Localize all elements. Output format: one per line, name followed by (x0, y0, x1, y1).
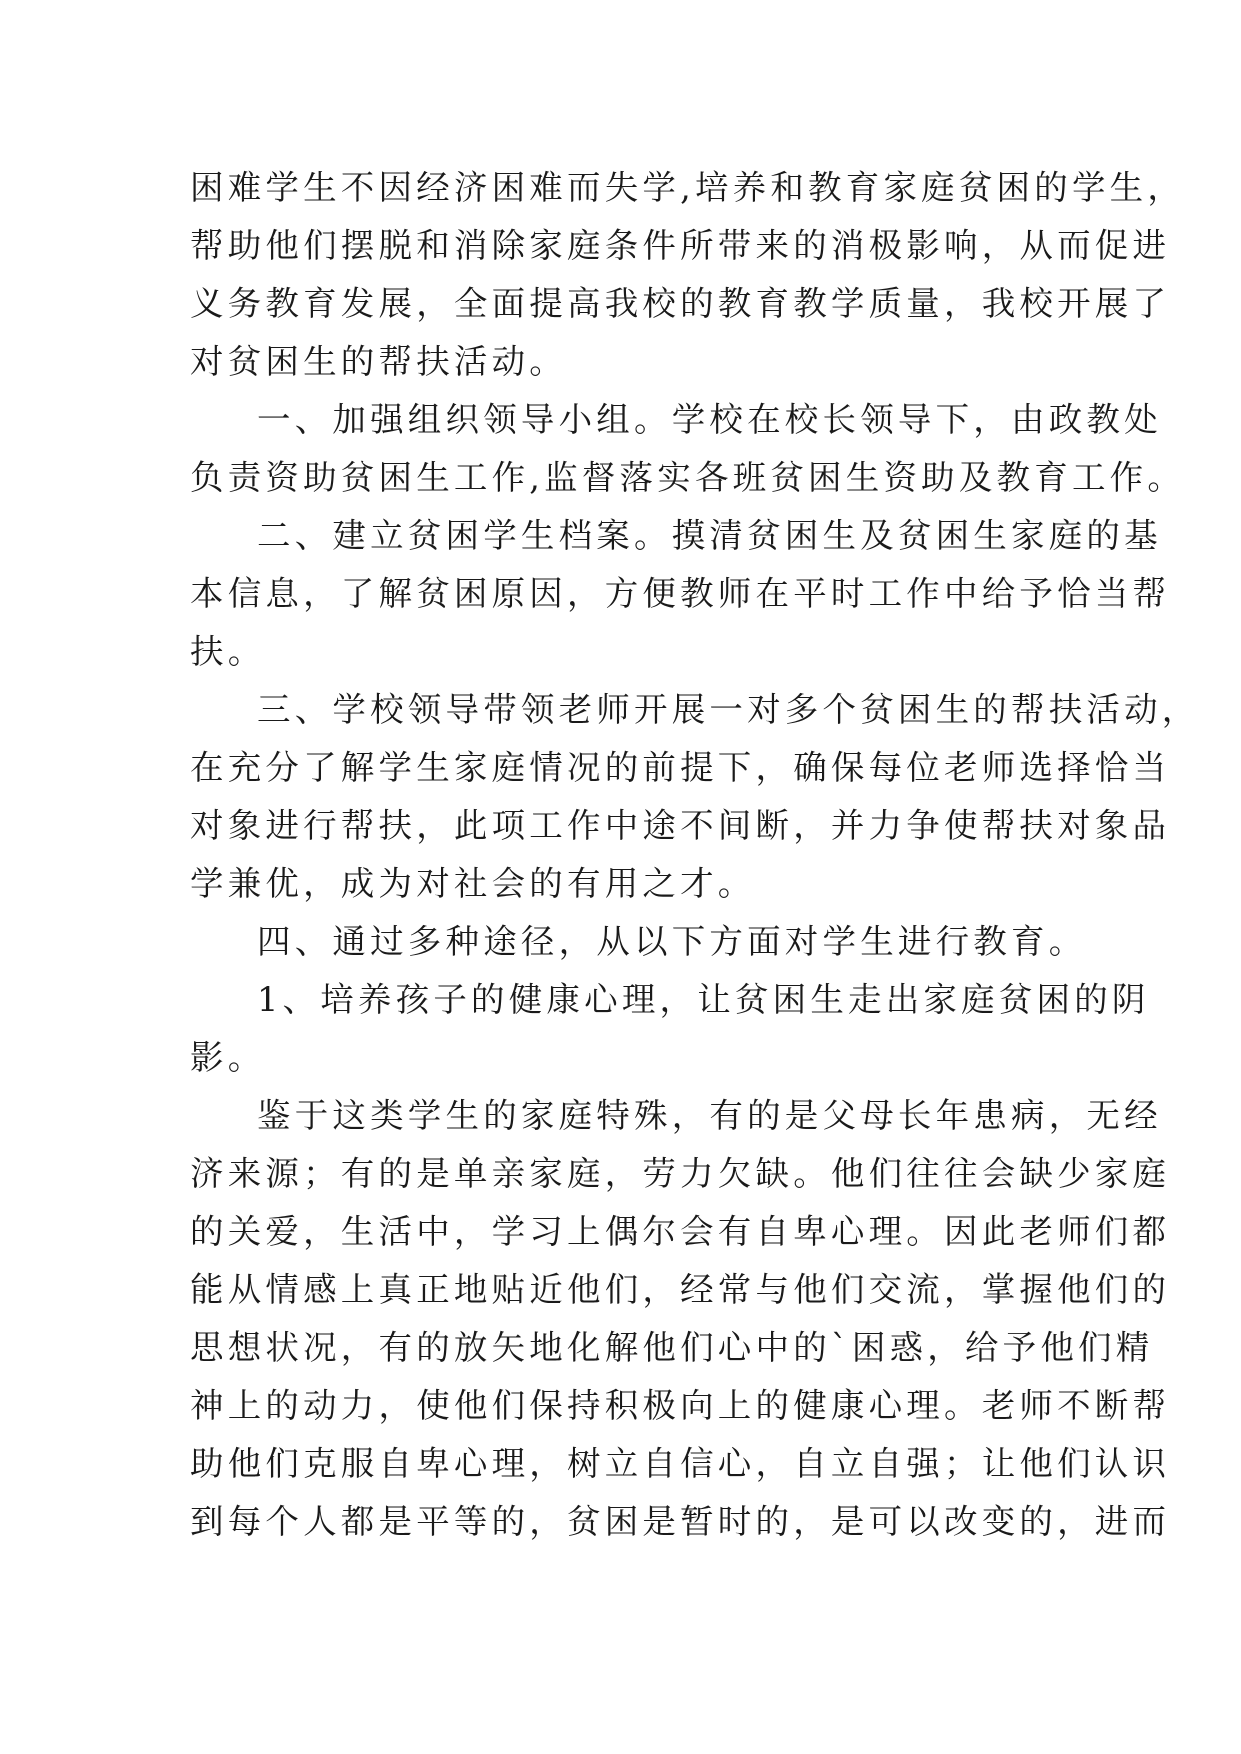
text-line: 助他们克服自卑心理，树立自信心，自立自强；让他们认识 (190, 1444, 1171, 1483)
text-line: 影。 (190, 1038, 266, 1077)
text-line: 学兼优，成为对社会的有用之才。 (190, 864, 756, 903)
text-line: 二、建立贫困学生档案。摸清贫困生及贫困生家庭的基 (257, 516, 1162, 555)
text-line: 思想状况，有的放矢地化解他们心中的`困惑，给予他们精 (190, 1328, 1154, 1367)
text-line: 困难学生不因经济困难而失学,培养和教育家庭贫困的学生， (190, 168, 1186, 207)
text-line: 对象进行帮扶，此项工作中途不间断，并力争使帮扶对象品 (190, 806, 1171, 845)
text-line: 三、学校领导带领老师开展一对多个贫困生的帮扶活动， (257, 690, 1200, 729)
text-line: 帮助他们摆脱和消除家庭条件所带来的消极影响，从而促进 (190, 226, 1171, 265)
text-line: 四、通过多种途径，从以下方面对学生进行教育。 (257, 922, 1087, 961)
text-line: 对贫困生的帮扶活动。 (190, 342, 567, 381)
text-line: 负责资助贫困生工作,监督落实各班贫困生资助及教育工作。 (190, 458, 1186, 497)
text-line: 到每个人都是平等的，贫困是暂时的，是可以改变的，进而 (190, 1502, 1171, 1541)
text-line: 的关爱，生活中，学习上偶尔会有自卑心理。因此老师们都 (190, 1212, 1171, 1251)
text-line: 神上的动力，使他们保持积极向上的健康心理。老师不断帮 (190, 1386, 1171, 1425)
text-line: 扶。 (190, 632, 266, 671)
text-line: 1、培养孩子的健康心理，让贫困生走出家庭贫困的阴 (257, 980, 1150, 1019)
text-line: 本信息，了解贫困原因，方便教师在平时工作中给予恰当帮 (190, 574, 1171, 613)
text-line: 义务教育发展，全面提高我校的教育教学质量，我校开展了 (190, 284, 1171, 323)
text-line: 济来源；有的是单亲家庭，劳力欠缺。他们往往会缺少家庭 (190, 1154, 1171, 1193)
text-line: 在充分了解学生家庭情况的前提下，确保每位老师选择恰当 (190, 748, 1171, 787)
text-line: 一、加强组织领导小组。学校在校长领导下，由政教处 (257, 400, 1162, 439)
text-line: 鉴于这类学生的家庭特殊，有的是父母长年患病，无经 (257, 1096, 1162, 1135)
text-line: 能从情感上真正地贴近他们，经常与他们交流，掌握他们的 (190, 1270, 1171, 1309)
